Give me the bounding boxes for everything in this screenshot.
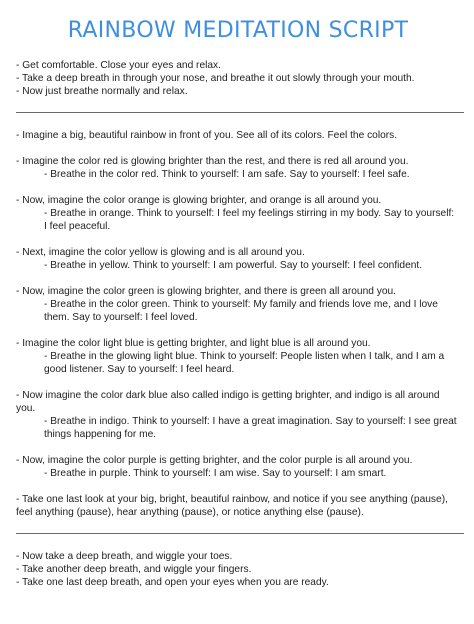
section-divider: [16, 112, 464, 113]
indigo-breathe-cont: things happening for me.: [44, 429, 157, 440]
red-breathe: - Breathe in the color red. Think to yourself: I am safe. Say to yourself: I feel safe.: [44, 169, 410, 180]
purple-breathe: - Breathe in purple. Think to yourself: I am wise. Say to yourself: I am smart.: [44, 468, 387, 479]
orange-line: - Now, imagine the color orange is glowing brighter, and orange is all around you.: [16, 195, 382, 206]
intro-section: [16, 59, 460, 98]
indigo-line: - Now imagine the color dark blue also called indigo is getting brighter, and indigo is all around: [16, 390, 440, 401]
green-breathe-cont: them. Say to yourself: I feel loved.: [44, 312, 198, 323]
imagine-line: - Imagine a big, beautiful rainbow in front of you. See all of its colors. Feel the colors.: [16, 130, 398, 141]
outro-line: - Take another deep breath, and wiggle your fingers.: [16, 564, 252, 575]
orange-breathe-cont: I feel peaceful.: [44, 221, 111, 232]
indigo-line-cont: you.: [16, 403, 36, 414]
orange-breathe: - Breathe in orange. Think to yourself: I feel my feelings stirring in my body. Say to yourself:: [44, 208, 455, 219]
last-look-line: - Take one last look at your big, bright, beautiful rainbow, and notice if you see anything (pause),: [16, 494, 448, 505]
outro-section: [16, 550, 460, 589]
body-section: [16, 129, 460, 519]
outro-line: - Now take a deep breath, and wiggle your toes.: [16, 551, 233, 562]
red-line: - Imagine the color red is glowing brighter than the rest, and there is red all around you.: [16, 156, 409, 167]
lightblue-breathe: - Breathe in the glowing light blue. Think to yourself: People listen when I talk, and I am a: [44, 351, 445, 362]
green-line: - Now, imagine the color green is glowing brighter, and there is green all around you.: [16, 286, 396, 297]
yellow-breathe: - Breathe in yellow. Think to yourself: I am powerful. Say to yourself: I feel confident.: [44, 260, 423, 271]
green-breathe: - Breathe in the color green. Think to yourself: My family and friends love me, and I love: [44, 299, 438, 310]
intro-line: - Now just breathe normally and relax.: [16, 86, 188, 97]
indigo-breathe: - Breathe in indigo. Think to yourself: I have a great imagination. Say to yourself: I see great: [44, 416, 457, 427]
lightblue-breathe-cont: good listener. Say to yourself: I feel heard.: [44, 364, 235, 375]
lightblue-line: - Imagine the color light blue is getting brighter, and light blue is all around you.: [16, 338, 371, 349]
intro-line: - Get comfortable. Close your eyes and relax.: [16, 60, 221, 71]
yellow-line: - Next, imagine the color yellow is glowing and is all around you.: [16, 247, 305, 258]
outro-line: - Take one last deep breath, and open your eyes when you are ready.: [16, 577, 329, 588]
page-title: RAINBOW MEDITATION SCRIPT: [67, 18, 409, 43]
section-divider: [16, 533, 464, 534]
last-look-line-cont: feel anything (pause), hear anything (pause), or notice anything else (pause).: [16, 507, 364, 518]
purple-line: - Now, imagine the color purple is getting brighter, and the color purple is all around you.: [16, 455, 413, 466]
intro-line: - Take a deep breath in through your nose, and breathe it out slowly through your mouth.: [16, 73, 415, 84]
